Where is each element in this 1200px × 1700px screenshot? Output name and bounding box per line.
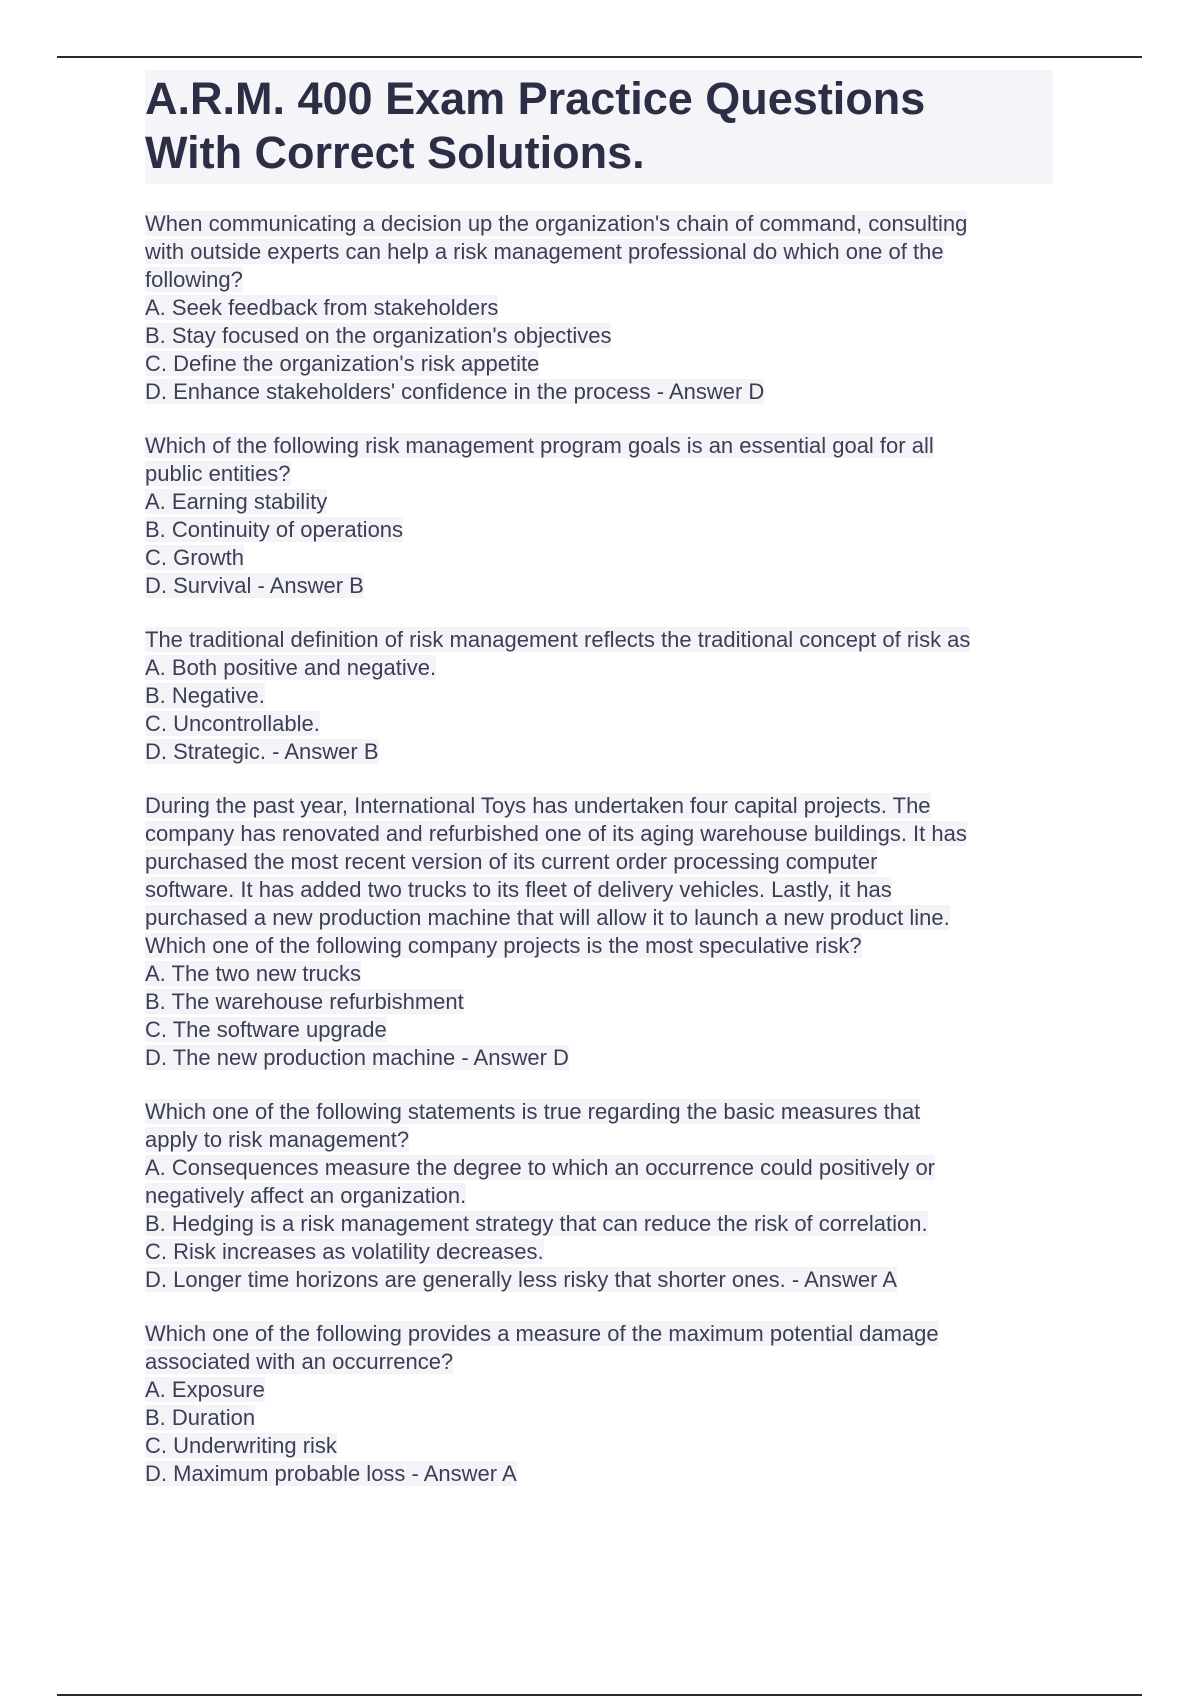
answer-option: D. Longer time horizons are generally less risky that shorter ones. - Answer A: [145, 1267, 898, 1292]
question-6: [145, 1320, 1065, 1488]
title-line-2: With Correct Solutions.: [145, 127, 645, 178]
question-stem-line: Which one of the following statements is true regarding the basic measures that: [145, 1099, 921, 1124]
answer-option: D. Survival - Answer B: [145, 573, 364, 598]
answer-option: C. Define the organization's risk appetite: [145, 351, 540, 376]
question-stem-line: When communicating a decision up the organization's chain of command, consulting: [145, 211, 968, 236]
question-stem-line: following?: [145, 267, 243, 292]
answer-option: A. Consequences measure the degree to which an occurrence could positively or: [145, 1155, 936, 1180]
question-1: [145, 210, 1065, 406]
answer-option: D. The new production machine - Answer D: [145, 1045, 569, 1070]
answer-option: D. Maximum probable loss - Answer A: [145, 1461, 517, 1486]
question-stem-line: associated with an occurrence?: [145, 1349, 454, 1374]
question-3: [145, 626, 1065, 766]
question-stem-line: with outside experts can help a risk management professional do which one of the: [145, 239, 944, 264]
question-stem-line: apply to risk management?: [145, 1127, 410, 1152]
answer-option: C. Risk increases as volatility decreases.: [145, 1239, 544, 1264]
question-stem-line: Which of the following risk management program goals is an essential goal for all: [145, 433, 934, 458]
question-stem-line: During the past year, International Toys has undertaken four capital projects. The: [145, 793, 931, 818]
answer-option: C. Underwriting risk: [145, 1433, 337, 1458]
question-stem-line: Which one of the following company projects is the most speculative risk?: [145, 933, 862, 958]
answer-option: D. Strategic. - Answer B: [145, 739, 379, 764]
answer-option: D. Enhance stakeholders' confidence in the process - Answer D: [145, 379, 765, 404]
question-stem-line: company has renovated and refurbished one of its aging warehouse buildings. It has: [145, 821, 967, 846]
answer-option: A. Exposure: [145, 1377, 265, 1402]
bottom-rule: [57, 1694, 1142, 1696]
question-2: [145, 432, 1065, 600]
answer-option: B. Continuity of operations: [145, 517, 404, 542]
answer-option: negatively affect an organization.: [145, 1183, 467, 1208]
question-stem-line: public entities?: [145, 461, 291, 486]
answer-option: A. The two new trucks: [145, 961, 362, 986]
top-rule: [57, 56, 1142, 58]
title-line-1: A.R.M. 400 Exam Practice Questions: [145, 73, 926, 124]
page-title: [145, 70, 1053, 184]
answer-option: C. The software upgrade: [145, 1017, 387, 1042]
answer-option: B. Duration: [145, 1405, 256, 1430]
answer-option: B. Hedging is a risk management strategy that can reduce the risk of correlation.: [145, 1211, 928, 1236]
answer-option: B. Negative.: [145, 683, 265, 708]
questions-list: [145, 210, 1065, 1514]
question-stem-line: purchased the most recent version of its current order processing computer: [145, 849, 878, 874]
question-stem-line: Which one of the following provides a measure of the maximum potential damage: [145, 1321, 939, 1346]
answer-option: C. Growth: [145, 545, 245, 570]
answer-option: B. Stay focused on the organization's objectives: [145, 323, 612, 348]
answer-option: A. Seek feedback from stakeholders: [145, 295, 499, 320]
question-stem-line: The traditional definition of risk management reflects the traditional concept of risk as: [145, 627, 971, 652]
question-stem-line: software. It has added two trucks to its fleet of delivery vehicles. Lastly, it has: [145, 877, 892, 902]
answer-option: A. Both positive and negative.: [145, 655, 437, 680]
question-4: [145, 792, 1065, 1072]
answer-option: B. The warehouse refurbishment: [145, 989, 464, 1014]
answer-option: A. Earning stability: [145, 489, 328, 514]
question-stem-line: purchased a new production machine that will allow it to launch a new product line.: [145, 905, 950, 930]
question-5: [145, 1098, 1065, 1294]
answer-option: C. Uncontrollable.: [145, 711, 320, 736]
